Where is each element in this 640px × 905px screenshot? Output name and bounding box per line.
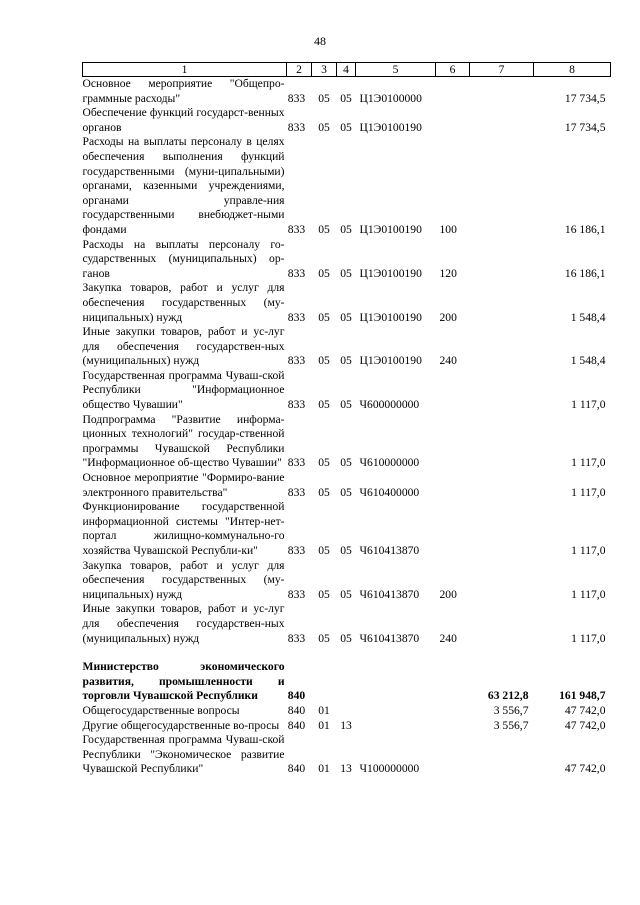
- table-row: [83, 135, 611, 237]
- row-ministry-code-cell: 833: [287, 544, 306, 557]
- row-subsection-cell: 05: [340, 587, 352, 601]
- row-subsection-cell: [337, 704, 356, 719]
- row-name-cell: Государственная программа Чуваш-ской Республики "Экономическое развитие Чувашской Республики": [82, 733, 285, 776]
- row-name-cell: Иные закупки товаров, работ и ус-луг для обеспечения государствен-ных (муниципальных) нужд: [82, 325, 285, 368]
- row-section-cell: 01: [318, 718, 330, 732]
- row-amount-1-cell: [470, 500, 534, 558]
- row-ministry-code-cell: 833: [287, 222, 306, 236]
- row-name-cell: Закупка товаров, работ и услуг для обеспечения государственных (му-ниципальных) нужд: [82, 558, 285, 601]
- row-section-cell: 05: [318, 485, 330, 499]
- row-amount-1-cell: [470, 135, 534, 237]
- row-section-cell: 05: [318, 310, 330, 324]
- row-expense-type-cell: [436, 369, 470, 413]
- column-header-5: 5: [356, 63, 436, 77]
- row-section-cell: 05: [318, 587, 330, 601]
- row-ministry-code-cell: 833: [287, 485, 306, 499]
- row-name-cell: Расходы на выплаты персоналу в целях обеспечения выполнения функций государственными (муни-ципальными) органами, казенными учреждениями, органами управле-ния государственными внебюджет-ными фондами: [82, 135, 285, 236]
- table-row: [83, 500, 611, 558]
- row-expense-type-cell: 240: [439, 354, 457, 368]
- row-subsection-cell: 05: [340, 398, 352, 412]
- row-subsection-cell: 13: [340, 718, 352, 732]
- row-amount-2-cell: 1 117,0: [571, 587, 606, 601]
- row-amount-2-cell: 16 186,1: [564, 266, 606, 280]
- page-number: 48: [314, 34, 326, 48]
- column-header-8: 8: [534, 63, 611, 77]
- column-header-7: 7: [470, 63, 534, 77]
- table-row: [83, 602, 611, 646]
- row-subsection-cell: 05: [340, 456, 352, 470]
- row-expense-type-cell: [436, 106, 470, 135]
- row-amount-2-cell: 47 742,0: [564, 703, 606, 717]
- row-ministry-code-cell: 833: [287, 266, 306, 280]
- row-section-cell: 05: [318, 266, 330, 280]
- row-ministry-code-cell: 833: [287, 631, 306, 645]
- row-expense-type-cell: 240: [439, 631, 457, 645]
- table-row: [83, 733, 611, 777]
- row-amount-1-cell: [470, 733, 534, 777]
- table-row: [83, 77, 611, 107]
- row-subsection-cell: 05: [340, 120, 352, 134]
- row-section-cell: 05: [318, 456, 330, 470]
- table-row: [83, 238, 611, 282]
- row-target-article-cell: Ц1Э0100190: [359, 120, 422, 134]
- row-section-cell: 05: [318, 631, 330, 645]
- row-amount-1-cell: [470, 238, 534, 282]
- row-expense-type-cell: 100: [439, 222, 457, 236]
- table-row: [83, 719, 611, 734]
- row-amount-1-cell: [470, 369, 534, 413]
- row-section-cell: 01: [318, 703, 330, 717]
- row-target-article-cell: Ц1Э0100190: [359, 222, 422, 236]
- column-header-1: 1: [83, 63, 287, 77]
- row-expense-type-cell: [436, 500, 470, 558]
- row-amount-2-cell: 1 548,4: [570, 310, 606, 324]
- row-amount-2-cell: 1 548,4: [570, 354, 606, 368]
- row-target-article-cell: Ч600000000: [359, 398, 420, 412]
- row-target-article-cell: [356, 704, 436, 719]
- row-target-article-cell: Ц1Э0100190: [359, 266, 422, 280]
- row-section-cell: 05: [318, 398, 330, 412]
- row-expense-type-cell: [436, 471, 470, 500]
- row-target-article-cell: Ц1Э0100190: [359, 354, 422, 368]
- row-target-article-cell: Ч610400000: [359, 485, 420, 499]
- row-amount-2-cell: 17 734,5: [564, 91, 606, 105]
- row-target-article-cell: Ч610413870: [359, 544, 420, 557]
- row-amount-1-cell: [470, 106, 534, 135]
- table-row: [83, 646, 611, 704]
- row-section-cell: 01: [318, 762, 330, 776]
- row-name-cell: Иные закупки товаров, работ и ус-луг для обеспечения государствен-ных (муниципальных) нужд: [82, 602, 285, 645]
- row-section-cell: [312, 646, 337, 704]
- row-ministry-code-cell: 833: [287, 91, 306, 105]
- row-target-article-cell: Ч610413870: [359, 587, 420, 601]
- row-amount-1-cell: [470, 471, 534, 500]
- row-name-cell: Государственная программа Чуваш-ской Республики "Информационное общество Чувашии": [82, 368, 285, 412]
- row-ministry-code-cell: 833: [287, 587, 306, 601]
- row-subsection-cell: 05: [340, 354, 352, 368]
- row-subsection-cell: 13: [340, 762, 352, 776]
- row-name-cell: Обеспечение функций государст-венных органов: [82, 106, 285, 134]
- row-amount-2-cell: 1 117,0: [571, 456, 606, 470]
- row-name-cell: Другие общегосударственные во-просы: [82, 718, 280, 732]
- column-header-2: 2: [287, 63, 312, 77]
- row-amount-2-cell: 47 742,0: [564, 718, 606, 732]
- table-row: [83, 413, 611, 471]
- row-subsection-cell: 05: [340, 310, 352, 324]
- row-ministry-code-cell: 840: [287, 718, 306, 732]
- row-name-cell: Подпрограмма "Развитие информа-ционных технологий" государ-ственной программы Чувашской Республики "Информационное об-щество Чувашии": [82, 412, 285, 470]
- row-section-cell: 05: [318, 120, 330, 134]
- row-target-article-cell: Ч100000000: [359, 762, 420, 776]
- row-subsection-cell: [337, 646, 356, 704]
- row-expense-type-cell: [436, 704, 470, 719]
- row-ministry-code-cell: 833: [287, 310, 306, 324]
- row-expense-type-cell: [436, 77, 470, 107]
- row-ministry-code-cell: 840: [287, 689, 306, 703]
- column-header-6: 6: [436, 63, 470, 77]
- row-subsection-cell: 05: [340, 631, 352, 645]
- row-expense-type-cell: [436, 646, 470, 704]
- row-target-article-cell: Ц1Э0100190: [359, 310, 422, 324]
- row-name-cell: Основное мероприятие "Общепро-граммные расходы": [82, 77, 285, 105]
- row-amount-1-cell: [470, 413, 534, 471]
- row-expense-type-cell: [436, 733, 470, 777]
- row-amount-2-cell: 161 948,7: [559, 689, 606, 703]
- column-header-3: 3: [312, 63, 337, 77]
- table-row: [83, 369, 611, 413]
- row-amount-1-cell: 3 556,7: [493, 718, 529, 732]
- row-expense-type-cell: 200: [439, 587, 457, 601]
- row-target-article-cell: Ц1Э0100000: [359, 91, 422, 105]
- table-row: [83, 471, 611, 500]
- table-row: [83, 325, 611, 369]
- row-subsection-cell: 05: [340, 544, 352, 557]
- row-amount-2-cell: 1 117,0: [571, 485, 606, 499]
- row-expense-type-cell: 120: [439, 266, 457, 280]
- row-name-cell: Основное мероприятие "Формиро-вание электронного правительства": [82, 471, 285, 499]
- row-section-cell: 05: [318, 91, 330, 105]
- row-amount-2-cell: 1 117,0: [571, 544, 606, 557]
- row-name-cell: Расходы на выплаты персоналу го-сударственных (муниципальных) ор-ганов: [82, 237, 285, 280]
- row-amount-1-cell: [470, 77, 534, 107]
- column-header-4: 4: [337, 63, 356, 77]
- row-name-cell: Министерство экономического развития, промышленности и торговли Чувашской Республики: [82, 660, 285, 703]
- row-amount-1-cell: [470, 602, 534, 646]
- table-body: [83, 77, 611, 777]
- table-row: [83, 704, 611, 719]
- table-row: [83, 281, 611, 325]
- row-section-cell: 05: [318, 544, 330, 557]
- row-ministry-code-cell: 833: [287, 456, 306, 470]
- row-ministry-code-cell: 833: [287, 354, 306, 368]
- row-target-article-cell: Ч610000000: [359, 456, 420, 470]
- row-amount-2-cell: 1 117,0: [571, 631, 606, 645]
- row-ministry-code-cell: 833: [287, 120, 306, 134]
- row-amount-1-cell: [470, 559, 534, 603]
- row-section-cell: 05: [318, 222, 330, 236]
- row-amount-2-cell: 16 186,1: [564, 222, 606, 236]
- budget-table: [82, 62, 611, 777]
- row-amount-1-cell: [470, 281, 534, 325]
- row-ministry-code-cell: 840: [287, 762, 306, 776]
- row-target-article-cell: Ч610413870: [359, 631, 420, 645]
- row-subsection-cell: 05: [340, 222, 352, 236]
- row-target-article-cell: [356, 719, 436, 734]
- table-row: [83, 559, 611, 603]
- row-target-article-cell: [356, 646, 436, 704]
- row-amount-2-cell: 1 117,0: [571, 398, 606, 412]
- row-ministry-code-cell: 840: [287, 703, 306, 717]
- row-amount-1-cell: [470, 325, 534, 369]
- row-amount-1-cell: 63 212,8: [487, 689, 529, 703]
- row-subsection-cell: 05: [340, 485, 352, 499]
- header-row: [83, 63, 611, 77]
- row-name-cell: Функционирование государственной информационной системы "Интер-нет-портал жилищно-коммунально-го хозяйства Чувашской Республи-ки": [82, 500, 285, 557]
- row-section-cell: 05: [318, 354, 330, 368]
- row-expense-type-cell: 200: [439, 310, 457, 324]
- row-amount-2-cell: 47 742,0: [564, 762, 606, 776]
- row-subsection-cell: 05: [340, 91, 352, 105]
- row-expense-type-cell: [436, 719, 470, 734]
- row-amount-2-cell: 17 734,5: [564, 120, 606, 134]
- row-name-cell: Закупка товаров, работ и услуг для обеспечения государственных (му-ниципальных) нужд: [82, 281, 285, 324]
- row-amount-1-cell: 3 556,7: [493, 703, 529, 717]
- table-row: [83, 106, 611, 135]
- row-ministry-code-cell: 833: [287, 398, 306, 412]
- row-expense-type-cell: [436, 413, 470, 471]
- row-subsection-cell: 05: [340, 266, 352, 280]
- row-name-cell: Общегосударственные вопросы: [82, 703, 240, 717]
